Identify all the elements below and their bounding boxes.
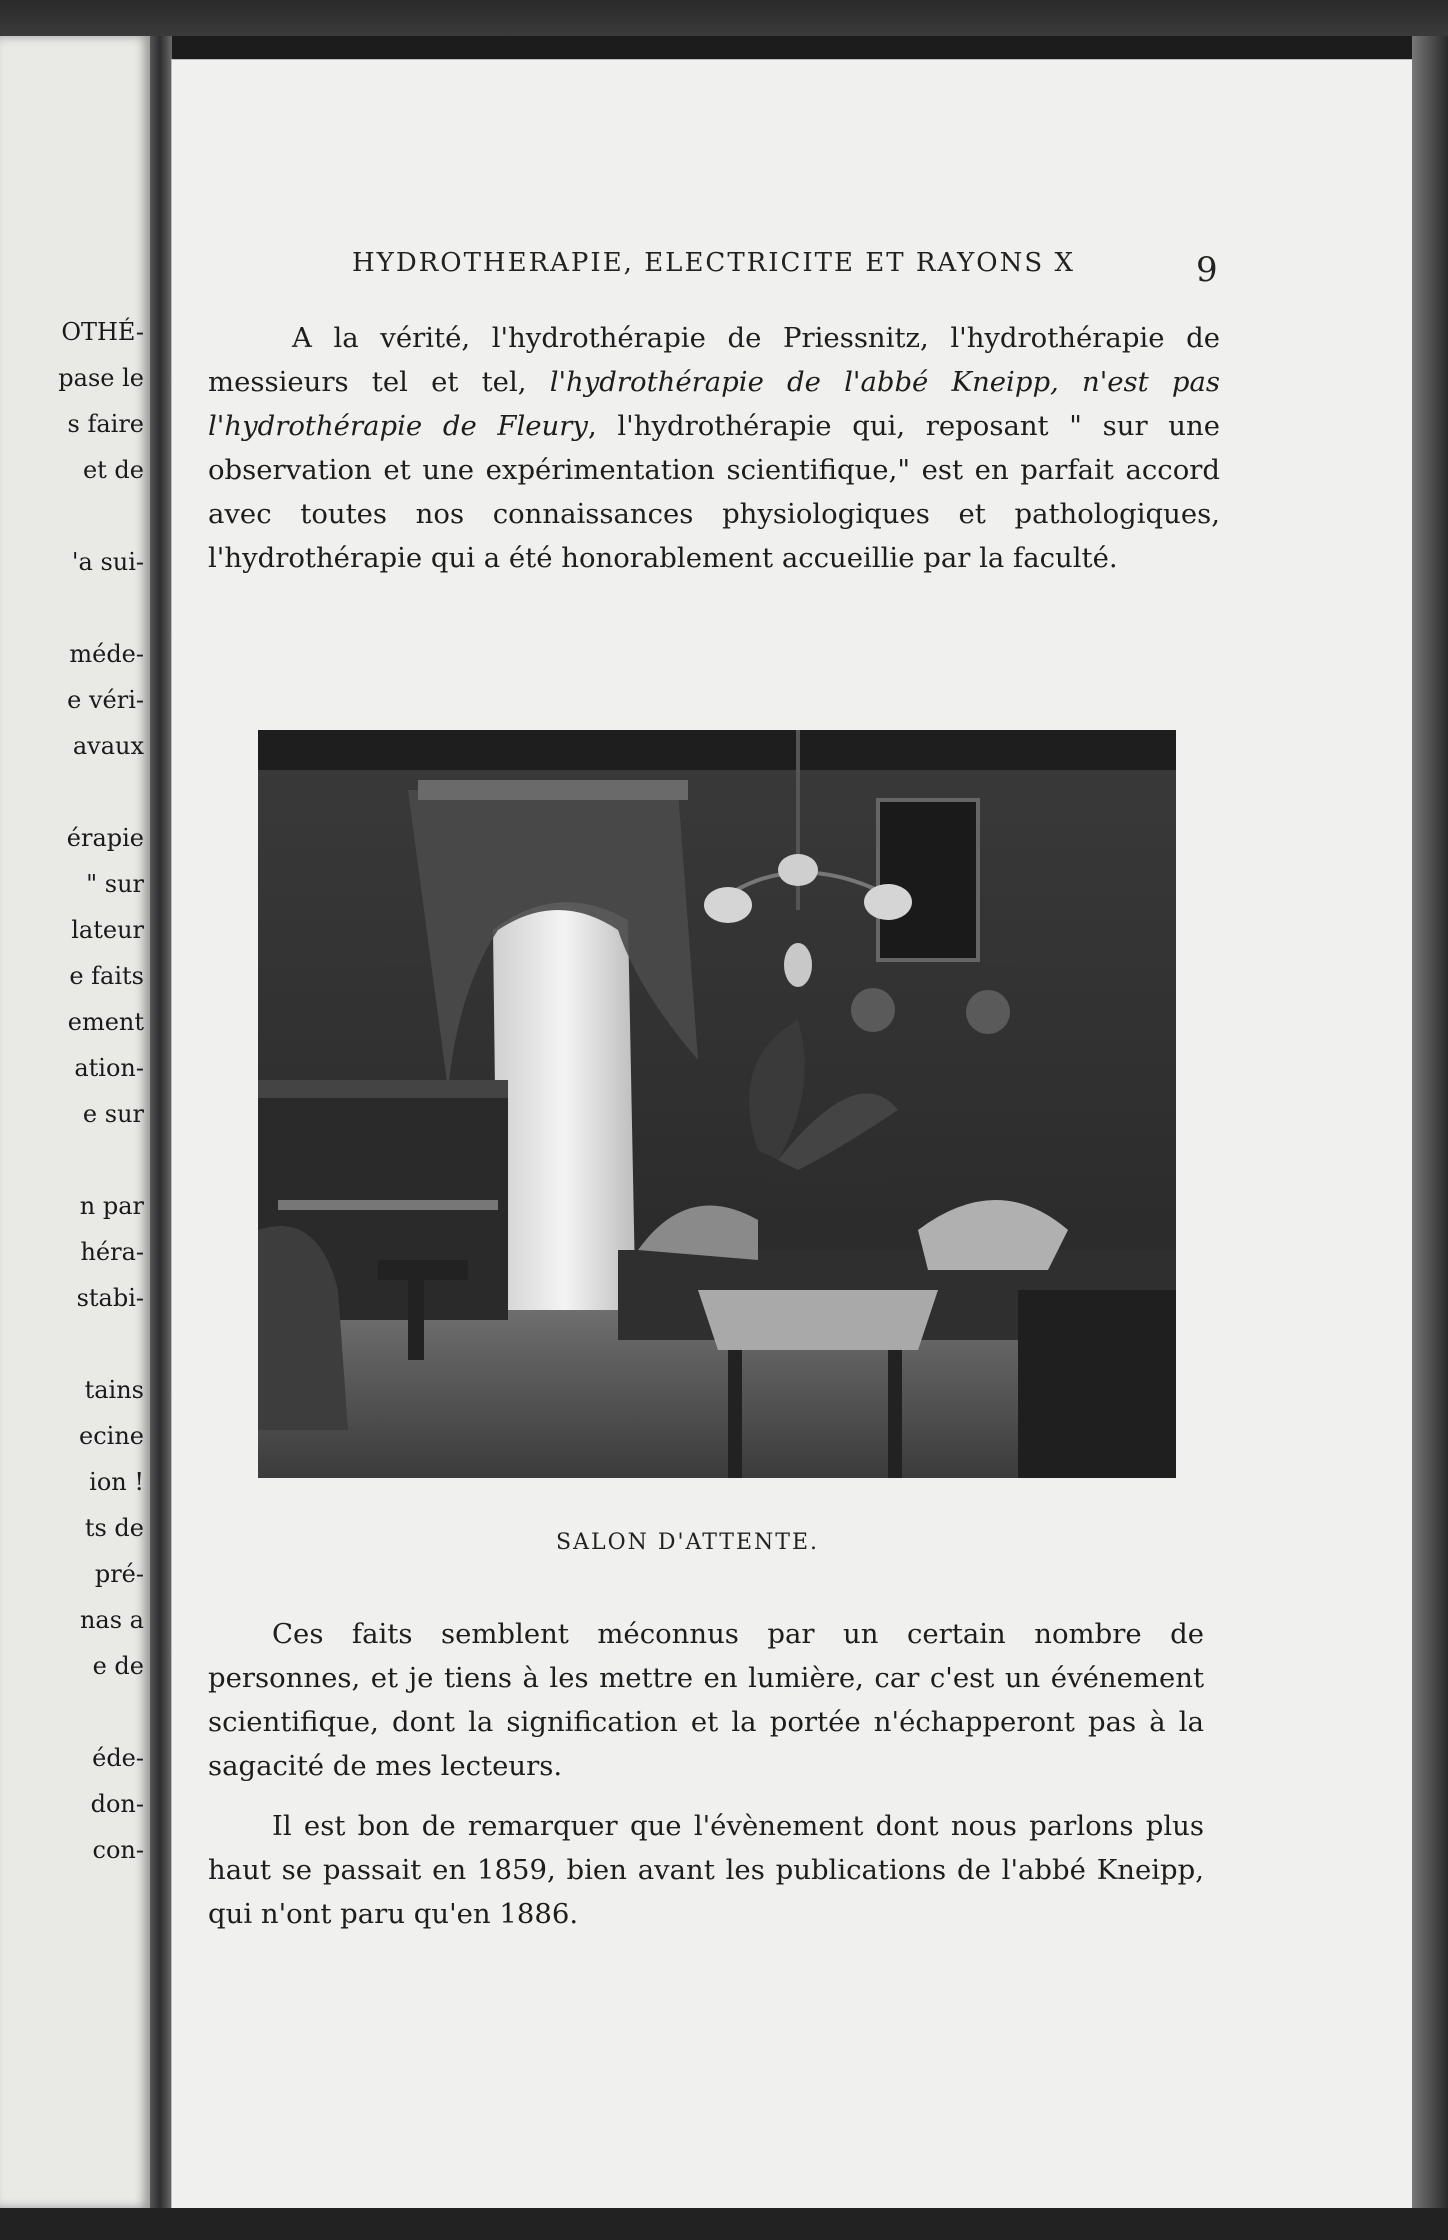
paragraph-faits: Ces faits semblent méconnus par un certain nombre de personnes, et je tiens à les mettre en lumière, car c'est un événement scientifique, dont la signification et la portée n'échapperont pas à la sagacité de mes lecteurs. — [208, 1618, 1204, 1782]
left-page-line-fragment: OTHÉ- — [61, 318, 144, 346]
left-page-line-fragment: héra- — [80, 1238, 144, 1266]
left-page-line-fragment: e sur — [82, 1100, 144, 1128]
left-page-line-fragment: e de — [92, 1652, 144, 1680]
paragraph-italic-text: l'hydrothérapie de l'abbé Kneipp, n'est pas l'hydrothérapie de Fleury — [208, 366, 1220, 442]
left-page-line-fragment: érapie — [66, 824, 144, 852]
left-page-line-fragment: s faire — [67, 410, 144, 438]
left-page-line-fragment: et de — [82, 456, 144, 484]
left-page-line-fragment: e véri- — [67, 686, 144, 714]
left-page-line-fragment: ation- — [74, 1054, 144, 1082]
left-page-line-fragment: avaux — [72, 732, 144, 760]
paragraph-hydrotherapie — [208, 316, 1220, 580]
left-page-line-fragment: pré- — [94, 1560, 144, 1588]
left-page-line-fragment: nas a — [79, 1606, 144, 1634]
left-page-line-fragment: tains — [84, 1376, 144, 1404]
paragraph-text: , l'hydrothérapie qui, reposant " sur une observation et une expérimentation scientifique," est en parfait accord avec toutes nos connaissances physiologiques et pathologiques, l'hydrothérapie qui a été honorablement accueillie par la faculté. — [208, 410, 1220, 574]
left-page-line-fragment: " sur — [86, 870, 144, 898]
page-number: 9 — [1196, 250, 1218, 290]
left-page-line-fragment: lateur — [71, 916, 144, 944]
left-page-line-fragment: éde- — [92, 1744, 144, 1772]
paragraph-text: A la vérité, l'hydrothérapie de Priessnitz, l'hydrothérapie de messieurs tel et tel, — [208, 322, 1220, 398]
photo-caption: SALON D'ATTENTE. — [556, 1530, 820, 1555]
salon-photograph — [258, 730, 1176, 1478]
scan-top-edge — [0, 0, 1448, 36]
left-page-line-fragment: e faits — [69, 962, 144, 990]
left-page-line-fragment: ts de — [84, 1514, 144, 1542]
salon-photograph-illustration — [258, 730, 1176, 1478]
left-page-line-fragment: 'a sui- — [71, 548, 144, 576]
left-page-line-fragment: ecine — [79, 1422, 144, 1450]
left-page-line-fragment: ion ! — [89, 1468, 144, 1496]
left-page-line-fragment: ement — [67, 1008, 144, 1036]
page-edge-shadow — [1412, 36, 1448, 2208]
book-gutter — [150, 36, 172, 2208]
paragraph-evenement: Il est bon de remarquer que l'évènement dont nous parlons plus haut se passait en 1859, bien avant les publications de l'abbé Kneipp, qui n'ont paru qu'en 1886. — [208, 1810, 1204, 1930]
left-page-line-fragment: con- — [92, 1836, 144, 1864]
running-head: HYDROTHERAPIE, ELECTRICITE ET RAYONS X — [352, 248, 1075, 278]
left-page-line-fragment: méde- — [69, 640, 144, 668]
left-page-line-fragment: pase le — [58, 364, 144, 392]
left-page-line-fragment: stabi- — [76, 1284, 144, 1312]
scan-bottom-edge — [0, 2208, 1448, 2240]
left-page-line-fragment: don- — [90, 1790, 144, 1818]
left-facing-page-margin — [0, 36, 150, 2208]
left-page-line-fragment: n par — [79, 1192, 144, 1220]
